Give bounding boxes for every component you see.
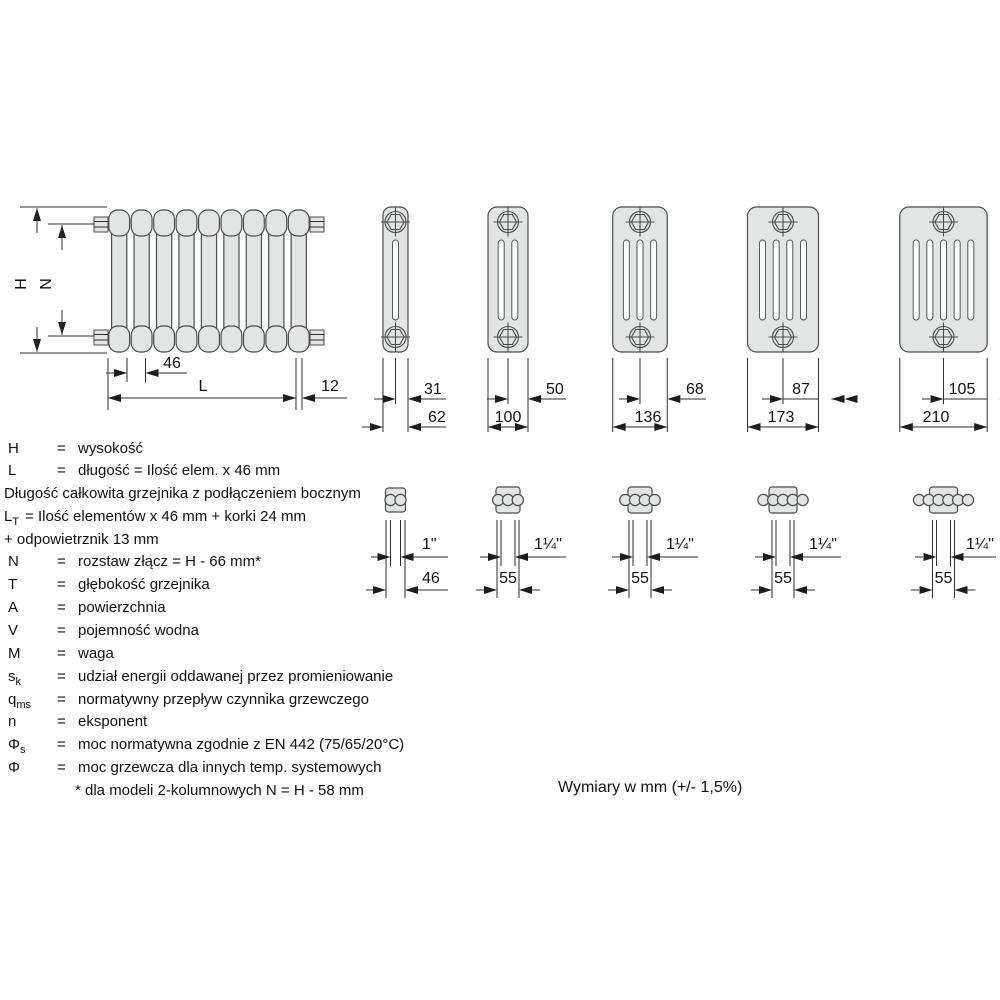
cross-section-6col (900, 207, 1000, 432)
legend-row-L: L = długość = Ilość elem. x 46 mm (8, 462, 281, 479)
dim-label-12: 12 (321, 378, 339, 395)
dim-label-136: 136 (634, 409, 662, 426)
legend-row-N: N = rozstaw złącz = H - 66 mm* (8, 553, 261, 570)
cross-section-4col (613, 207, 706, 432)
legend-row-sk: $s_k$ = udział energii oddawanej przez promieniowanie (8, 668, 394, 688)
dim-conn-spacing-N (38, 224, 94, 336)
dim-label-1-25in: 1¼" (534, 536, 562, 553)
dim-label-H: H (13, 278, 30, 290)
dim-overhang-12 (302, 378, 347, 402)
dim-label-55w: 55 (934, 570, 953, 587)
legend-row-T: T = głębokość grzejnika (8, 576, 210, 593)
dim-label-50: 50 (546, 381, 564, 398)
legend-row-vent: + odpowietrznik 13 mm (4, 531, 159, 548)
dim-element-pitch-46 (106, 355, 187, 410)
legend-row-total-length: Długość całkowita grzejnika z podłączeniem bocznym (4, 485, 361, 502)
cross-section-3col (487, 207, 566, 432)
dim-label-46w: 46 (422, 570, 440, 587)
dim-label-55w: 55 (774, 570, 792, 587)
dim-label-1-25in: 1¼" (666, 536, 694, 553)
dim-label-N: N (38, 278, 55, 290)
top-view-5col (751, 487, 841, 598)
dimensions-tolerance-note: Wymiary w mm (+/- 1,5%) (558, 779, 743, 796)
dim-label-1-25in: 1¼" (809, 536, 837, 553)
legend-row-V: V = pojemność wodna (8, 622, 199, 639)
dim-label-68: 68 (686, 381, 704, 398)
top-view-6col (911, 487, 996, 598)
legend-row-footnote: * dla modeli 2-kolumnowych N = H - 58 mm (75, 782, 364, 799)
legend-row-phi: Φ = moc grzewcza dla innych temp. systemowych (8, 759, 382, 776)
top-view-2col (366, 488, 448, 598)
legend-row-A: A = powierzchnia (8, 599, 166, 616)
front-view-radiator (94, 210, 324, 352)
dim-label-46: 46 (163, 355, 181, 372)
top-view-3col (476, 487, 566, 598)
dim-label-62: 62 (428, 409, 446, 426)
dim-label-173: 173 (767, 409, 795, 426)
dim-label-105: 105 (948, 381, 976, 398)
legend-row-phi-s: $\Phi_s$ = moc normatywna zgodnie z EN 442 (75/65/20°C) (8, 736, 405, 756)
dim-label-L: L (198, 378, 208, 395)
dim-height-H (13, 207, 107, 353)
dim-label-1-25in: 1¼" (966, 536, 994, 553)
legend-row-LT: $L_T$ = Ilość elementów x 46 mm + korki 24 mm (4, 508, 307, 528)
legend-row-n: n = eksponent (8, 713, 148, 730)
dim-label-87: 87 (792, 381, 810, 398)
dim-label-100: 100 (494, 409, 522, 426)
top-view-4col (608, 487, 698, 598)
cross-section-5col (748, 207, 858, 432)
dim-length-L (108, 358, 302, 410)
dim-label-55w: 55 (631, 570, 649, 587)
legend-row-H: H = wysokość (8, 440, 144, 457)
dim-label-55w: 55 (499, 570, 517, 587)
dim-label-31: 31 (424, 381, 442, 398)
legend-row-M: M = waga (8, 645, 114, 662)
dim-label-1in: 1" (422, 536, 437, 553)
legend-row-qms: $q_{ms}$ = normatywny przepływ czynnika grzewczego (8, 691, 369, 711)
dim-label-210: 210 (922, 409, 950, 426)
cross-section-2col (362, 207, 446, 432)
